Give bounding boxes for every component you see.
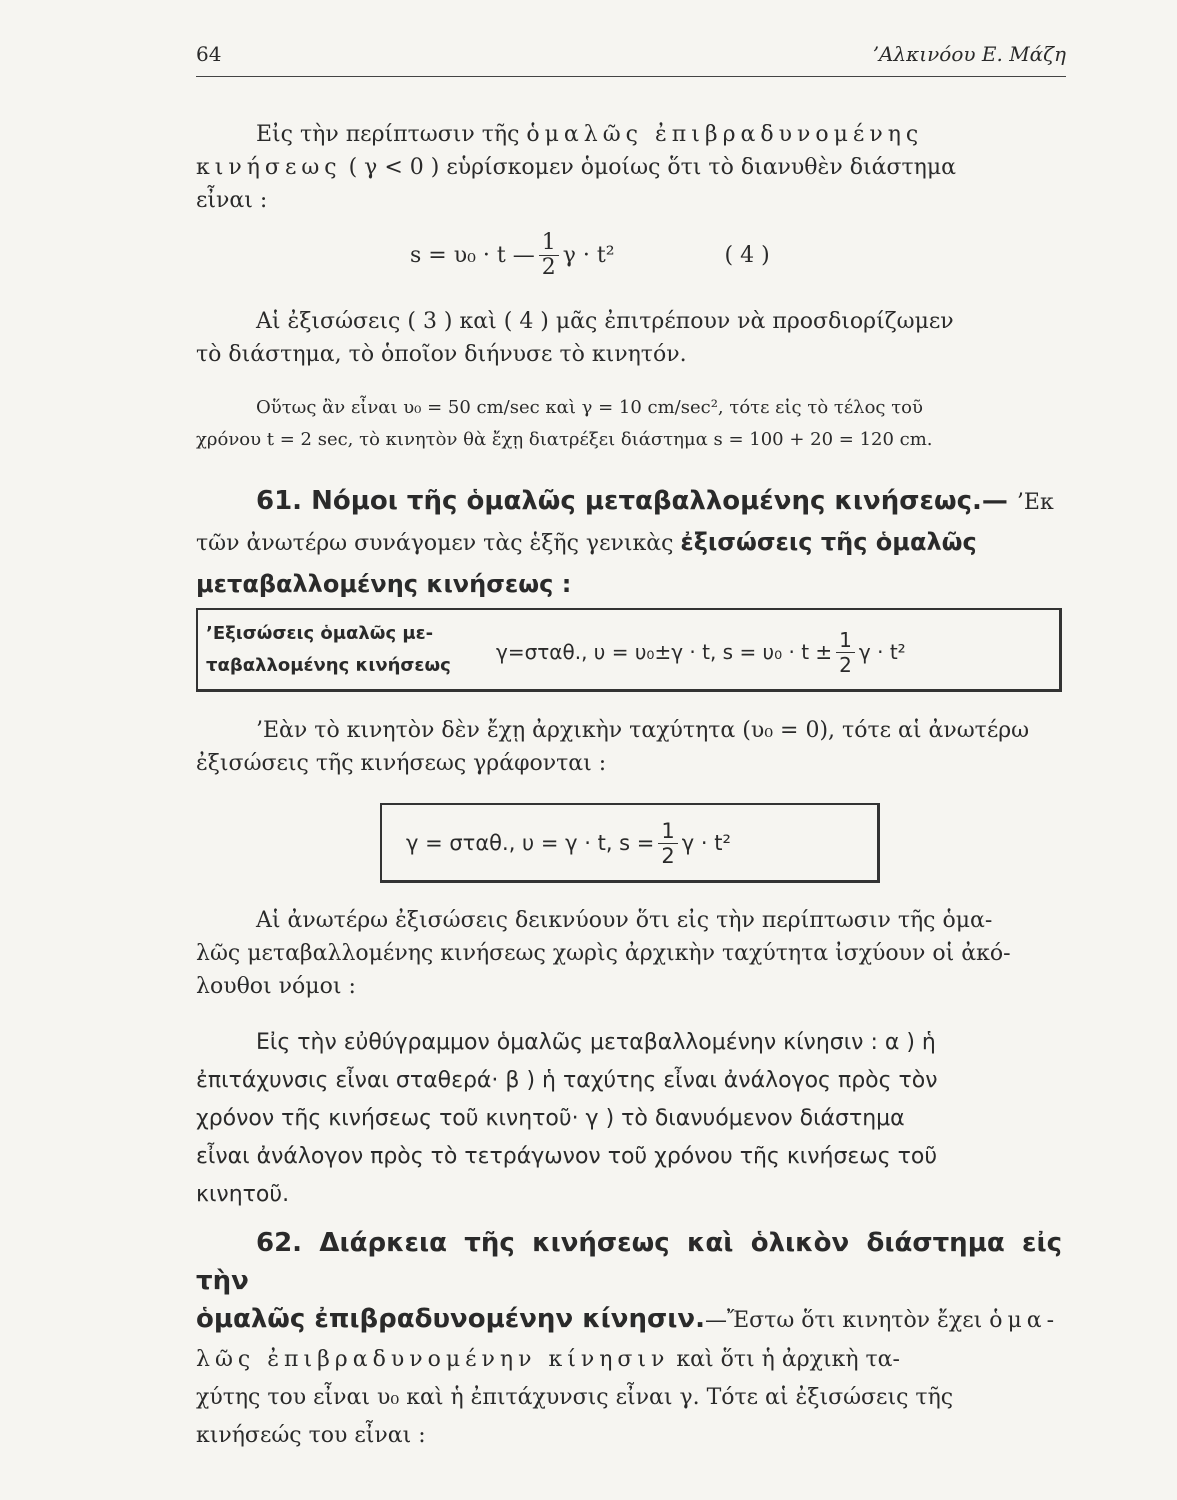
equation-4: s = υ₀ · t — $\frac{1}{2}$ γ · t² ( 4 ) [410, 229, 770, 280]
equations-box-general [196, 608, 1062, 692]
equations-box-zero-velocity [380, 803, 880, 883]
page-header [196, 42, 1066, 78]
general-equations-formula: γ=σταθ., υ = υ₀±γ · t, s = υ₀ · t ± $\frac{1}{2}$ γ · t² [496, 627, 906, 677]
running-title: ’Αλκινόου Ε. Μάζη [872, 42, 1066, 66]
section-61: 61. Νόμοι τῆς ὁμαλῶς μεταβαλλομένης κινήσεως.— ’Εκ τῶν ἀνωτέρω συνάγομεν τὰς ἑξῆς γενικὰς ἐξισώσεις τῆς ὁμαλῶς μεταβαλλομένης κινήσεως : [196, 486, 1054, 598]
box-label: ’Εξισώσεις ὁμαλῶς με- ταβαλλομένης κινήσεως [206, 623, 451, 676]
paragraph-zero-initial-velocity: ’Εὰν τὸ κινητὸν δὲν ἔχῃ ἀρχικὴν ταχύτητα (υ₀ = 0), τότε αἱ ἀνωτέρω ἐξισώσεις τῆς κινήσεως γράφονται : [196, 718, 1030, 776]
paragraph-decelerated-intro: Εἰς τὴν περίπτωσιν τῆς ὁμαλῶς ἐπιβραδυνομένης κινήσεως ( γ < 0 ) εὑρίσκομεν ὁμοίως ὅτι τὸ διανυθὲν διάστημα εἶναι : [196, 122, 956, 213]
paragraph-laws-intro: Αἱ ἀνωτέρω ἐξισώσεις δεικνύουν ὅτι εἰς τὴν περίπτωσιν τῆς ὁμα- λῶς μεταβαλλομένης κινήσεως χωρὶς ἀρχικὴν ταχύτητα ἰσχύουν οἱ ἀκό- λουθοι νόμοι : [196, 908, 1011, 999]
section-62: 62. Διάρκεια τῆς κινήσεως καὶ ὁλικὸν διάστημα εἰς τὴν ὁμαλῶς ἐπιβραδυνομένην κίνησιν.—Ἔστω ὅτι κινητὸν ἔχει ὁμα- λῶς ἐπιβραδυνομένην κίνησιν καὶ ὅτι ἡ ἀρχικὴ τα- χύτης του εἶναι υ₀ καὶ ἡ ἐπιτάχυνσις εἶναι γ. Τότε αἱ ἐξισώσεις τῆς κινήσεώς του εἶναι : [196, 1224, 1062, 1455]
fraction-one-half: $\frac{1}{2}$ [539, 231, 559, 280]
equation-label: ( 4 ) [724, 242, 770, 268]
header-rule [196, 76, 1066, 77]
laws-paragraph: Εἰς τὴν εὐθύγραμμον ὁμαλῶς μεταβαλλομένην κίνησιν : α ) ἡ ἐπιτάχυνσις εἶναι σταθερά· β ) ἡ ταχύτης εἶναι ἀνάλογος πρὸς τὸν χρόνον τῆς κινήσεως τοῦ κινητοῦ· γ ) τὸ διανυόμενον διάστημα εἶναι ἀνάλογον πρὸς τὸ τετράγωνον τοῦ χρόνου τῆς κινήσεως τοῦ κινητοῦ. [196, 1030, 938, 1207]
section-62-title: 62. Διάρκεια τῆς κινήσεως καὶ ὁλικὸν διάστημα εἰς τὴν [196, 1228, 1062, 1296]
page-number: 64 [196, 42, 222, 66]
zero-velocity-formula: γ = σταθ., υ = γ · t, s = $\frac{1}{2}$ γ · t² [406, 818, 731, 868]
section-61-title: 61. Νόμοι τῆς ὁμαλῶς μεταβαλλομένης κινήσεως.— [256, 486, 1017, 516]
paragraph-equations-use: Αἱ ἐξισώσεις ( 3 ) καὶ ( 4 ) μᾶς ἐπιτρέπουν νὰ προσδιορίζωμεν τὸ διάστημα, τὸ ὁποῖον διήνυσε τὸ κινητόν. [196, 309, 954, 367]
example-paragraph: Οὕτως ἂν εἶναι υ₀ = 50 cm/sec καὶ γ = 10 cm/sec², τότε εἰς τὸ τέλος τοῦ χρόνου t = 2 sec, τὸ κινητὸν θὰ ἔχῃ διατρέξει διάστημα s = 100 + 20 = 120 cm. [196, 397, 933, 450]
